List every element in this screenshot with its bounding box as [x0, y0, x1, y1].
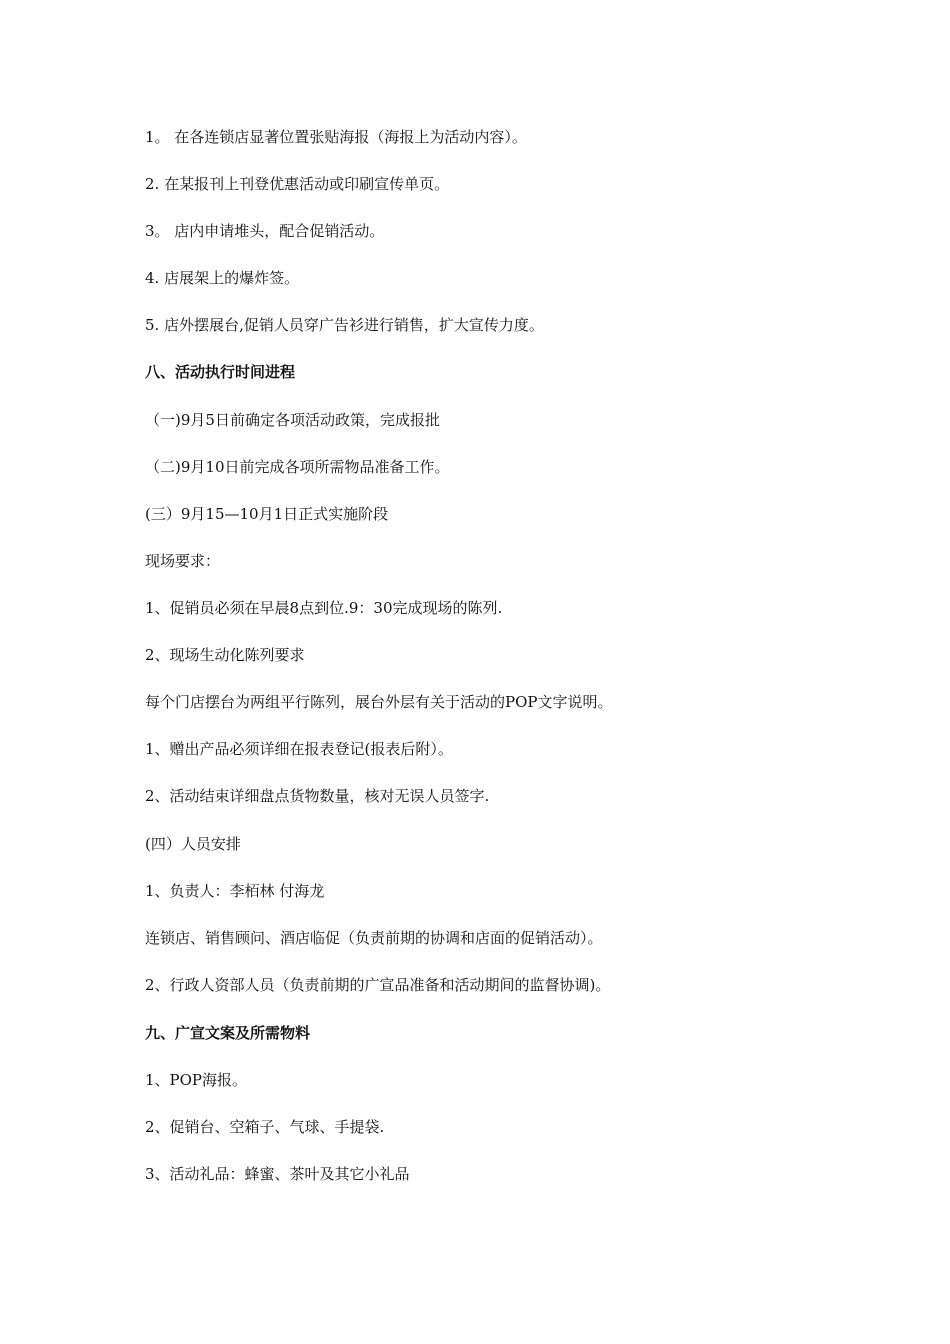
materials-item-3: 3、活动礼品：蜂蜜、茶叶及其它小礼品	[145, 1165, 410, 1183]
staffing-item-2: 2、行政人资部人员（负责前期的广宣品准备和活动期间的监督协调)。	[145, 976, 611, 994]
list-item-newspaper: 2. 在某报刊上刊登优惠活动或印刷宣传单页。	[145, 175, 450, 193]
display-description: 每个门店摆台为两组平行陈列，展台外层有关于活动的POP文字说明。	[145, 693, 613, 711]
onsite-requirements-label: 现场要求：	[145, 552, 221, 570]
schedule-item-3: (三）9月15—10月1日正式实施阶段	[145, 505, 389, 523]
requirement-item-inventory: 2、活动结束详细盘点货物数量，核对无误人员签字.	[145, 787, 490, 805]
staffing-heading: (四）人员安排	[145, 835, 241, 853]
materials-item-2: 2、促销台、空箱子、气球、手提袋.	[145, 1118, 385, 1136]
schedule-item-2: （二)9月10日前完成各项所需物品准备工作。	[145, 458, 450, 476]
list-item-endcap: 3。 店内申请堆头，配合促销活动。	[145, 222, 385, 240]
requirement-item-gifts: 1、赠出产品必须详细在报表登记(报表后附）。	[145, 740, 453, 758]
list-item-poster: 1。 在各连锁店显著位置张贴海报（海报上为活动内容）。	[145, 128, 527, 146]
requirement-item-1: 1、促销员必须在早晨8点到位.9：30完成现场的陈列.	[145, 599, 503, 617]
section-heading-schedule: 八、活动执行时间进程	[145, 363, 296, 381]
staffing-description: 连锁店、销售顾问、酒店临促（负责前期的协调和店面的促销活动）。	[145, 929, 603, 947]
section-heading-materials: 九、广宣文案及所需物料	[145, 1024, 311, 1042]
materials-item-1: 1、POP海报。	[145, 1071, 248, 1089]
requirement-item-2: 2、现场生动化陈列要求	[145, 646, 305, 664]
schedule-item-1: （一)9月5日前确定各项活动政策，完成报批	[145, 411, 440, 429]
staffing-item-1: 1、负责人：李栢林 付海龙	[145, 882, 325, 900]
list-item-shelf-tag: 4. 店展架上的爆炸签。	[145, 269, 300, 287]
list-item-booth: 5. 店外摆展台,促销人员穿广告衫进行销售，扩大宣传力度。	[145, 316, 544, 334]
